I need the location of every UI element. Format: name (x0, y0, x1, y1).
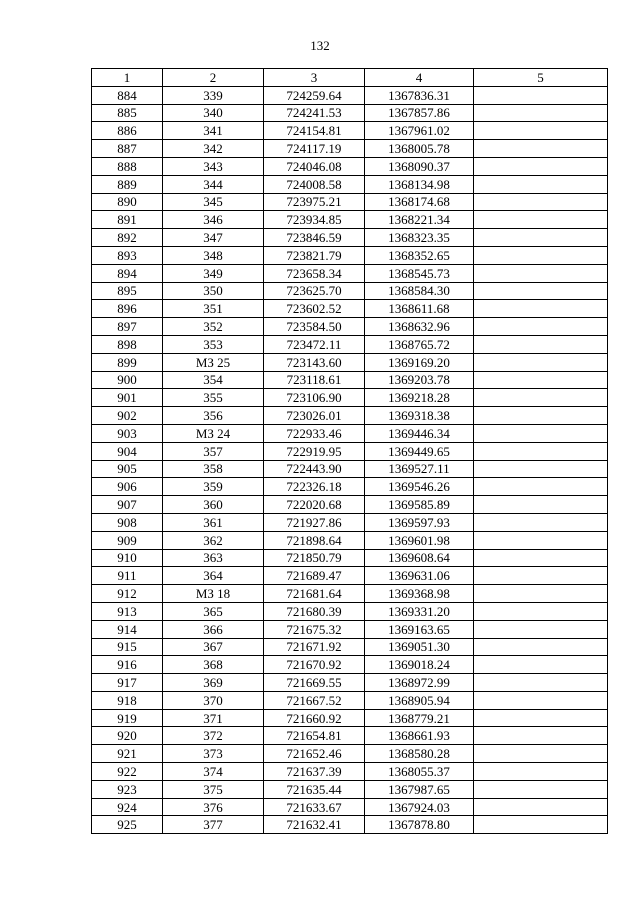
table-row (92, 353, 608, 371)
table-cell (474, 424, 608, 442)
table-cell (474, 585, 608, 603)
table-row (92, 816, 608, 834)
table-cell: 895 (92, 282, 163, 300)
table-cell: 355 (163, 389, 264, 407)
table-cell: 348 (163, 246, 264, 264)
table-cell: 722443.90 (264, 460, 365, 478)
table-row (92, 763, 608, 781)
table-row (92, 478, 608, 496)
table-cell: 923 (92, 780, 163, 798)
table-cell: 896 (92, 300, 163, 318)
table-cell: 905 (92, 460, 163, 478)
table-row (92, 175, 608, 193)
table-cell (474, 193, 608, 211)
table-cell: 361 (163, 513, 264, 531)
table-cell (474, 656, 608, 674)
table-row (92, 300, 608, 318)
table-cell: 339 (163, 86, 264, 104)
table-cell: 899 (92, 353, 163, 371)
table-cell: 721652.46 (264, 745, 365, 763)
table-cell: МЗ 25 (163, 353, 264, 371)
table-cell: 724241.53 (264, 104, 365, 122)
table-cell: 1368905.94 (365, 691, 474, 709)
table-cell: 1368221.34 (365, 211, 474, 229)
table-cell: 901 (92, 389, 163, 407)
table-row (92, 727, 608, 745)
table-cell (474, 122, 608, 140)
table-cell: 1369218.28 (365, 389, 474, 407)
table-cell: 723143.60 (264, 353, 365, 371)
table-cell (474, 318, 608, 336)
table-cell: 352 (163, 318, 264, 336)
table-cell: 722933.46 (264, 424, 365, 442)
table-cell: 1369449.65 (365, 442, 474, 460)
table-row (92, 567, 608, 585)
table-cell: 1367924.03 (365, 798, 474, 816)
table-cell: 1368090.37 (365, 157, 474, 175)
table-row (92, 104, 608, 122)
page-number: 132 (310, 38, 330, 53)
table-cell (474, 140, 608, 158)
table-cell: 356 (163, 407, 264, 425)
table-row (92, 460, 608, 478)
table-cell: 893 (92, 246, 163, 264)
table-cell (474, 567, 608, 585)
table-cell: 911 (92, 567, 163, 585)
table-cell (474, 638, 608, 656)
table-cell (474, 389, 608, 407)
table-cell: 1367836.31 (365, 86, 474, 104)
table-cell: 884 (92, 86, 163, 104)
table-row (92, 229, 608, 247)
table-cell: 1367961.02 (365, 122, 474, 140)
table-cell: 721660.92 (264, 709, 365, 727)
table-cell: 894 (92, 264, 163, 282)
table-cell: 909 (92, 531, 163, 549)
table-cell: 721898.64 (264, 531, 365, 549)
table-cell: 897 (92, 318, 163, 336)
table-cell: 1368352.65 (365, 246, 474, 264)
table-cell: 723658.34 (264, 264, 365, 282)
table-cell: 1369597.93 (365, 513, 474, 531)
table-cell: 721635.44 (264, 780, 365, 798)
table-cell (474, 549, 608, 567)
table-cell: 353 (163, 335, 264, 353)
table-cell: 342 (163, 140, 264, 158)
table-cell (474, 442, 608, 460)
table-cell: 721632.41 (264, 816, 365, 834)
table-cell: 367 (163, 638, 264, 656)
table-cell (474, 763, 608, 781)
table-cell: 723821.79 (264, 246, 365, 264)
table-row (92, 585, 608, 603)
table-cell (474, 709, 608, 727)
table-cell: 1368584.30 (365, 282, 474, 300)
table-cell: 1369585.89 (365, 496, 474, 514)
table-row (92, 620, 608, 638)
table-cell: 921 (92, 745, 163, 763)
table-row (92, 549, 608, 567)
table-row (92, 656, 608, 674)
coordinates-table (91, 68, 608, 834)
table-cell: 1368779.21 (365, 709, 474, 727)
table-cell: 1368580.28 (365, 745, 474, 763)
table-row (92, 407, 608, 425)
table-cell: МЗ 18 (163, 585, 264, 603)
table-cell: 351 (163, 300, 264, 318)
table-cell: 364 (163, 567, 264, 585)
table-cell: 891 (92, 211, 163, 229)
table-cell: 889 (92, 175, 163, 193)
table-row (92, 513, 608, 531)
table-cell (474, 282, 608, 300)
column-header: 4 (365, 69, 474, 87)
table-cell (474, 816, 608, 834)
table-cell: 376 (163, 798, 264, 816)
table-cell: 724259.64 (264, 86, 365, 104)
table-cell (474, 104, 608, 122)
table-cell: 1368055.37 (365, 763, 474, 781)
table-cell (474, 407, 608, 425)
table-row (92, 371, 608, 389)
table-row (92, 282, 608, 300)
table-cell: 358 (163, 460, 264, 478)
table-cell: 1368765.72 (365, 335, 474, 353)
table-cell (474, 780, 608, 798)
table-cell: 723975.21 (264, 193, 365, 211)
table-cell: 340 (163, 104, 264, 122)
table-cell (474, 620, 608, 638)
table-cell (474, 175, 608, 193)
table-cell: 722919.95 (264, 442, 365, 460)
table-row (92, 86, 608, 104)
table-cell: 904 (92, 442, 163, 460)
table-cell: 1369446.34 (365, 424, 474, 442)
table-cell: 1368972.99 (365, 674, 474, 692)
table-row (92, 140, 608, 158)
table-cell: 924 (92, 798, 163, 816)
table-cell: 723602.52 (264, 300, 365, 318)
table-cell: 723106.90 (264, 389, 365, 407)
table-cell: 722326.18 (264, 478, 365, 496)
table-cell: 721927.86 (264, 513, 365, 531)
table-row (92, 496, 608, 514)
table-cell (474, 674, 608, 692)
column-header: 1 (92, 69, 163, 87)
table-cell (474, 157, 608, 175)
table-cell: 366 (163, 620, 264, 638)
table-cell: 906 (92, 478, 163, 496)
table-cell: 1367857.86 (365, 104, 474, 122)
table-cell: 372 (163, 727, 264, 745)
table-row (92, 122, 608, 140)
table-cell (474, 86, 608, 104)
table-cell: 357 (163, 442, 264, 460)
table-cell: 1368545.73 (365, 264, 474, 282)
table-row (92, 442, 608, 460)
table-cell: 1369631.06 (365, 567, 474, 585)
table-cell: 724046.08 (264, 157, 365, 175)
table-cell: 1368632.96 (365, 318, 474, 336)
table-row (92, 709, 608, 727)
table-cell: 913 (92, 602, 163, 620)
table-cell: 914 (92, 620, 163, 638)
table-cell: 910 (92, 549, 163, 567)
table-cell: 1369527.11 (365, 460, 474, 478)
table-header-row (92, 69, 608, 87)
table-cell: 723584.50 (264, 318, 365, 336)
table-cell: 1369608.64 (365, 549, 474, 567)
table-cell: 915 (92, 638, 163, 656)
table-cell: 1368323.35 (365, 229, 474, 247)
table-cell: 721669.55 (264, 674, 365, 692)
table-row (92, 264, 608, 282)
table-cell: 377 (163, 816, 264, 834)
table-cell: 887 (92, 140, 163, 158)
table-cell: 363 (163, 549, 264, 567)
table-row (92, 246, 608, 264)
table-cell: 1368174.68 (365, 193, 474, 211)
table-cell: 721850.79 (264, 549, 365, 567)
table-cell: 917 (92, 674, 163, 692)
table-cell: 371 (163, 709, 264, 727)
table-cell: 900 (92, 371, 163, 389)
table-cell: 1369368.98 (365, 585, 474, 603)
table-cell: МЗ 24 (163, 424, 264, 442)
table-cell: 908 (92, 513, 163, 531)
column-header: 5 (474, 69, 608, 87)
table-row (92, 211, 608, 229)
table-cell: 920 (92, 727, 163, 745)
table-cell: 885 (92, 104, 163, 122)
table-cell: 902 (92, 407, 163, 425)
table-cell (474, 246, 608, 264)
table-row (92, 798, 608, 816)
table-row (92, 780, 608, 798)
table-cell: 723846.59 (264, 229, 365, 247)
table-cell: 886 (92, 122, 163, 140)
table-cell: 918 (92, 691, 163, 709)
table-cell: 1369018.24 (365, 656, 474, 674)
table-cell: 721675.32 (264, 620, 365, 638)
table-cell: 907 (92, 496, 163, 514)
table-cell: 365 (163, 602, 264, 620)
table-cell (474, 371, 608, 389)
column-header: 2 (163, 69, 264, 87)
table-cell: 1369318.38 (365, 407, 474, 425)
table-cell: 1369546.26 (365, 478, 474, 496)
table-cell: 347 (163, 229, 264, 247)
table-row (92, 602, 608, 620)
table-cell: 723472.11 (264, 335, 365, 353)
table-cell: 721681.64 (264, 585, 365, 603)
table-cell: 1367987.65 (365, 780, 474, 798)
table-cell: 373 (163, 745, 264, 763)
table-cell (474, 460, 608, 478)
table-body (92, 86, 608, 833)
table-cell: 721670.92 (264, 656, 365, 674)
table-row (92, 674, 608, 692)
table-cell: 1368661.93 (365, 727, 474, 745)
table-cell (474, 229, 608, 247)
table-cell: 344 (163, 175, 264, 193)
table-cell: 370 (163, 691, 264, 709)
table-cell (474, 211, 608, 229)
table-cell: 898 (92, 335, 163, 353)
table-cell: 1369051.30 (365, 638, 474, 656)
table-cell: 721633.67 (264, 798, 365, 816)
table-row (92, 531, 608, 549)
table-cell (474, 531, 608, 549)
table-cell (474, 513, 608, 531)
table-cell (474, 300, 608, 318)
table-cell: 723026.01 (264, 407, 365, 425)
table-cell: 1368134.98 (365, 175, 474, 193)
table-row (92, 424, 608, 442)
table-cell: 721667.52 (264, 691, 365, 709)
table-cell (474, 335, 608, 353)
table-cell: 349 (163, 264, 264, 282)
table-cell: 343 (163, 157, 264, 175)
table-cell: 916 (92, 656, 163, 674)
table-row (92, 318, 608, 336)
table-cell: 1368611.68 (365, 300, 474, 318)
table-cell: 1369163.65 (365, 620, 474, 638)
table-cell: 723118.61 (264, 371, 365, 389)
table-cell (474, 353, 608, 371)
table-cell (474, 727, 608, 745)
table-cell: 912 (92, 585, 163, 603)
table-cell: 724008.58 (264, 175, 365, 193)
table-row (92, 745, 608, 763)
table-cell: 359 (163, 478, 264, 496)
table-cell: 360 (163, 496, 264, 514)
table-cell: 724117.19 (264, 140, 365, 158)
table-row (92, 691, 608, 709)
table-cell (474, 691, 608, 709)
table-cell: 903 (92, 424, 163, 442)
table-row (92, 638, 608, 656)
table-cell: 1369203.78 (365, 371, 474, 389)
table-cell: 890 (92, 193, 163, 211)
table-cell: 362 (163, 531, 264, 549)
table-row (92, 335, 608, 353)
table-cell (474, 264, 608, 282)
table-row (92, 193, 608, 211)
table-cell: 1367878.80 (365, 816, 474, 834)
table-cell: 721689.47 (264, 567, 365, 585)
table-cell: 346 (163, 211, 264, 229)
column-header: 3 (264, 69, 365, 87)
table-cell (474, 496, 608, 514)
table-cell: 722020.68 (264, 496, 365, 514)
table-cell: 922 (92, 763, 163, 781)
table-cell (474, 478, 608, 496)
table-cell: 368 (163, 656, 264, 674)
table-cell: 721637.39 (264, 763, 365, 781)
table-cell: 892 (92, 229, 163, 247)
table-cell: 1369331.20 (365, 602, 474, 620)
table-cell: 1369169.20 (365, 353, 474, 371)
table-cell: 919 (92, 709, 163, 727)
table-row (92, 157, 608, 175)
table-cell (474, 798, 608, 816)
table-cell: 375 (163, 780, 264, 798)
table-cell: 369 (163, 674, 264, 692)
table-cell: 721671.92 (264, 638, 365, 656)
table-cell: 1369601.98 (365, 531, 474, 549)
table-cell: 724154.81 (264, 122, 365, 140)
table-cell: 354 (163, 371, 264, 389)
table-cell: 341 (163, 122, 264, 140)
table-cell: 723625.70 (264, 282, 365, 300)
table-cell: 888 (92, 157, 163, 175)
table-cell: 925 (92, 816, 163, 834)
table-cell: 1368005.78 (365, 140, 474, 158)
table-cell: 350 (163, 282, 264, 300)
table-cell: 374 (163, 763, 264, 781)
table-cell (474, 602, 608, 620)
table-cell: 721680.39 (264, 602, 365, 620)
table-row (92, 389, 608, 407)
table-cell (474, 745, 608, 763)
table-cell: 721654.81 (264, 727, 365, 745)
table-cell: 723934.85 (264, 211, 365, 229)
table-cell: 345 (163, 193, 264, 211)
